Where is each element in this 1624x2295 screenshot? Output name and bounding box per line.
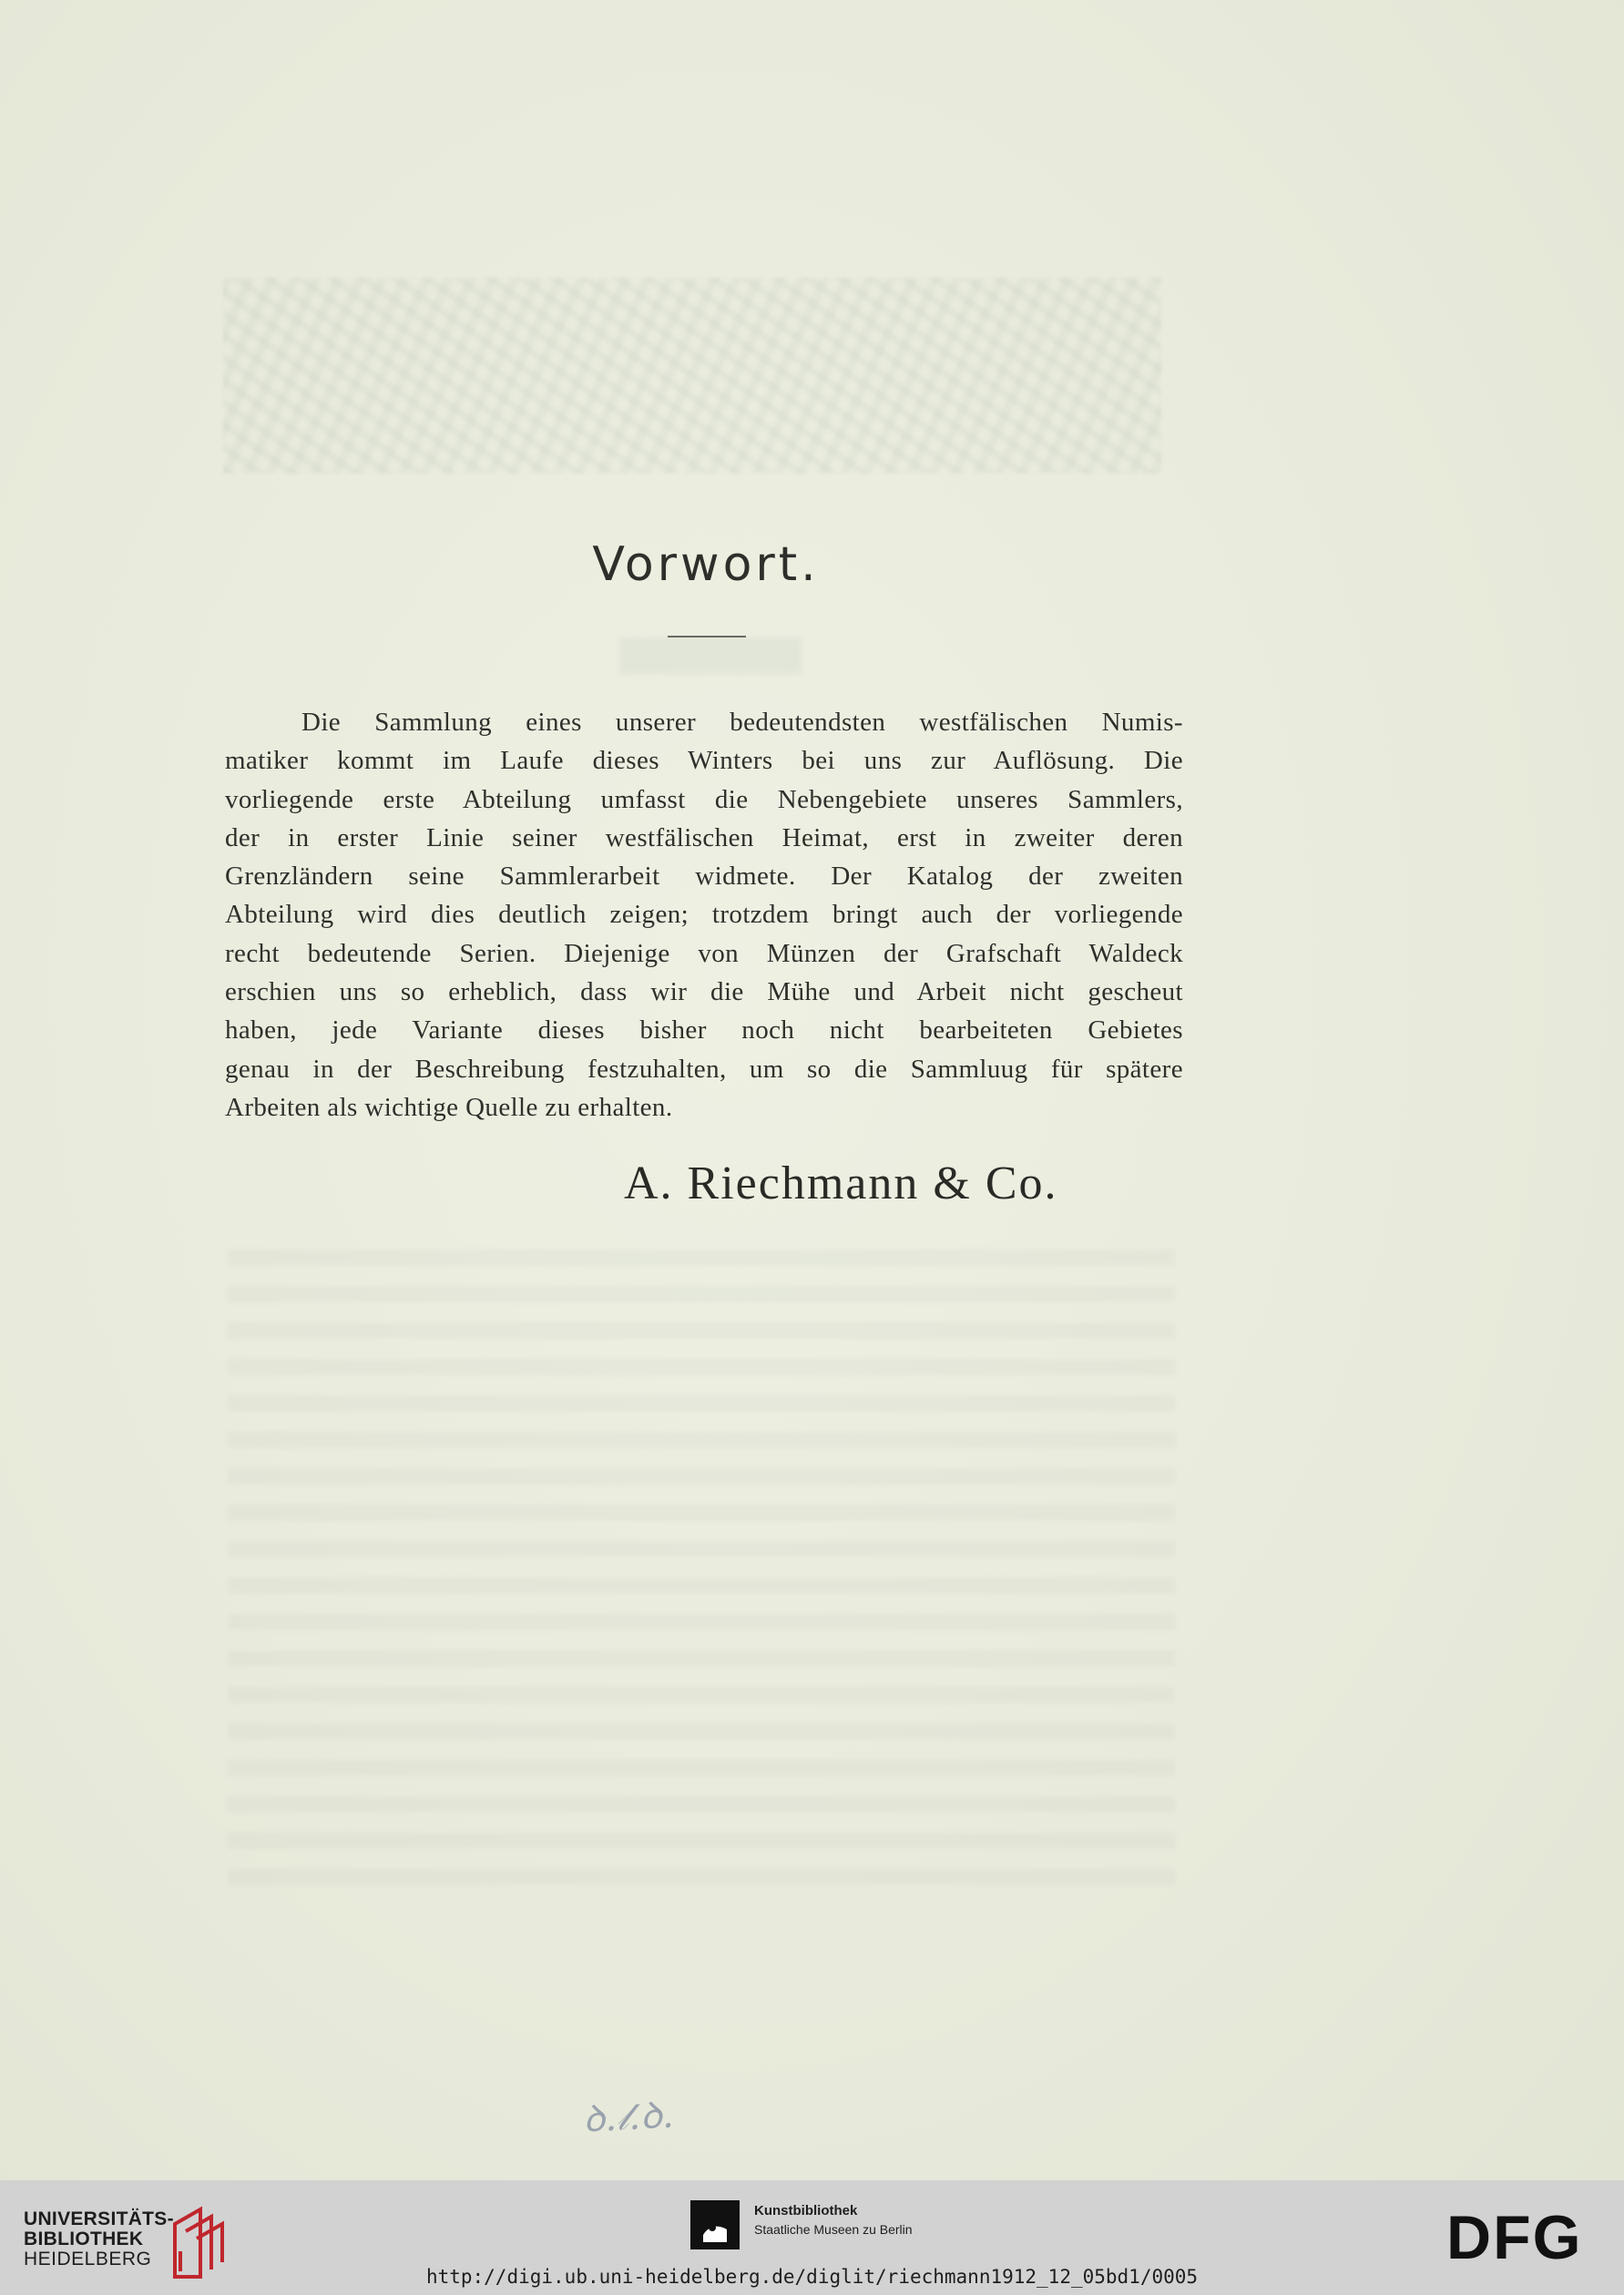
dfg-logo[interactable] bbox=[1446, 2208, 1601, 2264]
kunstbibliothek-subtitle: Staatliche Museen zu Berlin bbox=[754, 2222, 913, 2237]
bleed-through-text bbox=[228, 1229, 1175, 1885]
bleed-through-heading bbox=[619, 638, 802, 674]
foreword-paragraph bbox=[225, 703, 1183, 1127]
kunstbibliothek-name: Kunstbibliothek bbox=[754, 2203, 858, 2218]
paragraph-line: der in erster Linie seiner westfälischen Heimat, erst in zweiter deren bbox=[225, 822, 1183, 852]
paragraph-line: haben, jede Variante dieses bisher noch nicht bearbeiteten Gebietes bbox=[225, 1015, 1183, 1046]
kunstbibliothek-logo[interactable] bbox=[690, 2198, 964, 2253]
logo-line: HEIDELBERG bbox=[24, 2249, 152, 2270]
paragraph-line: recht bedeutende Serien. Diejenige von Münzen der Grafschaft Waldeck bbox=[225, 938, 1183, 968]
kunstbibliothek-wordmark bbox=[754, 2202, 913, 2239]
paragraph-line: erschien uns so erheblich, dass wir die Mühe und Arbeit nicht gescheut bbox=[225, 977, 1183, 1007]
paragraph-line: Grenzländern seine Sammlerarbeit widmete. Der Katalog der zweiten bbox=[225, 862, 1183, 892]
paragraph-line: matiker kommt im Laufe dieses Winters bei uns zur Auflösung. Die bbox=[225, 746, 1183, 776]
paragraph-line: vorliegende erste Abteilung umfasst die Nebengebiete unseres Sammlers, bbox=[225, 784, 1183, 814]
signature: A. Riechmann & Co. bbox=[624, 1158, 1058, 1209]
logo-line: BIBLIOTHEK bbox=[24, 2229, 144, 2249]
kunstbibliothek-icon bbox=[690, 2200, 740, 2249]
logo-line: UNIVERSITÄTS- bbox=[24, 2208, 174, 2229]
university-library-wordmark bbox=[24, 2209, 174, 2270]
pencil-annotation: ꝺ.𝓁.ꝺ. bbox=[581, 2094, 675, 2141]
page-title: Vorwort. bbox=[592, 537, 820, 592]
dfg-logo-text: DFG bbox=[1446, 2208, 1583, 2264]
source-url[interactable]: http://digi.ub.uni-heidelberg.de/diglit/riechmann1912_12_05bd1/0005 bbox=[425, 2266, 1199, 2288]
paragraph-line: genau in der Beschreibung festzuhalten, um so die Sammluug für spätere bbox=[225, 1054, 1183, 1084]
paragraph-line: Arbeiten als wichtige Quelle zu erhalten. bbox=[225, 1092, 673, 1122]
bleed-through-ornament bbox=[223, 278, 1161, 474]
paragraph-line: Die Sammlung eines unserer bedeutendsten westfälischen Numis- bbox=[301, 708, 1183, 737]
paragraph-line: Abteilung wird dies deutlich zeigen; trotzdem bringt auch der vorliegende bbox=[225, 900, 1183, 930]
title-divider bbox=[668, 636, 746, 638]
footer-bar bbox=[0, 2180, 1624, 2295]
